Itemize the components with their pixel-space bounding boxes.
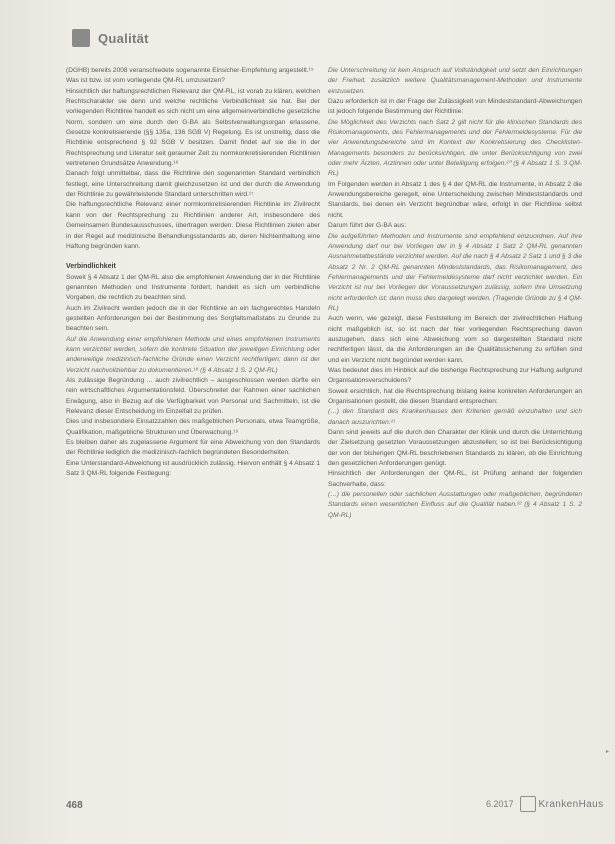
text-paragraph: Die Möglichkeit des Verzichts nach Satz 2 gilt nicht für die klinischen Standards des Risikomanagements, des Fehlermanagements und der Fehlermeldesysteme. Für die vier Anwendungsbereiche sind im Kontext der Konkretisierung des Checklisten-Managements besonders zu berücksichtigen, die unter Berücksichtigung von zwei oder mehr Ärzten, Arztinnen oder unter Beteiligung erfolgen.²⁰ (§ 4 Absatz 1 S. 3 QM-RL) (328, 118, 582, 178)
text-paragraph: Die aufgeführten Methoden und Instrumente sind empfehlend einzuordnen. Auf ihre Anwendung darf nur bei Vorliegen der in § 4 Absatz 1 Satz 2 QM-RL genannten Ausnahmetatbestände verzichtet werden. Auf die nach § 4 Absatz 2 Satz 1 und § 3 die Absatz 2 Nr. 2 QM-RL genannten Mindeststandards, das Risikomanagement, des Fehlermanagements und der Fehlermeldesysteme darf nicht verzichtet werden. Ein Verzicht ist nur bei Vorliegen der Voraussetzungen zulässig, sofern ihre Umsetzung nicht erforderlich ist; dann muss dies dargelegt werden. (Tragende Gründe zu § 4 QM-RL) (328, 232, 582, 312)
text-paragraph: Was ist bzw. ist vom vorliegende QM-RL umzusetzen? (66, 77, 225, 85)
text-paragraph: (…) den Standard des Krankenhauses den Kriterien gemäß einzuhalten und sich danach auszurichten.²¹ (328, 408, 582, 426)
text-paragraph: Dann sind jeweils auf die durch den Charakter der Klinik und durch die Unterrichtung der Zielsetzung gesetzten Voraussetzungen abzustellen; so ist bei Berücksichtigung der von der bisherigen QM-RL beschriebenen Standards zu klären, ob die Einrichtung den gesetzlichen Anforderungen genügt. (328, 429, 582, 468)
text-paragraph: Auch wenn, wie gezeigt, diese Feststellung im Bereich der zivilrechtlichen Haftung nicht maßgeblich ist, so ist nach der hier vorliegenden Rechtsprechung davon auszugehen, dass sich eine Abweichung vom so dargestellten Standard nicht rechtfertigen lässt, da die Anforderungen an die Qualitätssicherung zu erfüllen sind und ein Verzicht nicht begründet werden kann. (328, 315, 582, 364)
right-text-column (328, 66, 582, 521)
text-paragraph: Es bleiben daher als zugelassene Argument für eine Abweichung von den Standards der Richtlinie lediglich die medizinisch-fachlich begründeten Besonderheiten. (66, 439, 320, 457)
text-paragraph: (DGHB) bereits 2008 veranschiedete sogenannte Einsicher-Empfehlung angestellt.¹⁵ (66, 67, 314, 74)
margin-arrow-icon: ▸ (606, 749, 610, 755)
section-title: Qualität (98, 30, 149, 46)
text-paragraph: Auch im Zivilrecht werden jedoch die in der Richtlinie an ein fachgerechtes Handeln gestellten Anforderungen bei der Bestimmung des Sorgfaltsmaßstabs zu Grunde zu beachten sein. (66, 304, 320, 333)
journal-brand: KrankenHaus (538, 798, 604, 810)
text-paragraph: Hinsichtlich der haftungsrechtlichen Relevanz der QM-RL, ist vorab zu klären, welchen Rechtscharakter sie denn und welche rechtliche Verbindlichkeit sie hat. Bei der vorliegenden Richtlinie handelt es sich nicht um eine allgemeinverbindliche gesetzliche Norm, sondern um eine durch den G-BA als Selbstverwaltungsorgan erlassene, Gesetze konkretisierende (§§ 135a, 136 SGB V) Regelung. Es ist unstreitig, dass die Richtlinie entsprechend § 92 SGB V besitzen. Damit findet auf sie die in der Rechtsprechung und Literatur seit geraumer Zeit zu normkonkretisierenden Richtlinien vertretenen Grundsätze Anwendung.¹⁶ (66, 87, 320, 168)
text-paragraph: Die haftungsrechtliche Relevanz einer normkonkretisierenden Richtlinie im Zivilrecht kann von der Rechtsprechung zu Richtlinien anderer Art, insbesondere des Gemeinsamen Bundesausschusses, übertragen werden. Diese Richtlinien zielen aber in der Regel auf medizinische Behandlungsstandards ab, deren Nichteinhaltung eine Haftung begründen kann. (66, 201, 320, 250)
left-text-column (66, 66, 320, 479)
section-heading: Verbindlichkeit (66, 263, 116, 271)
page-number: 468 (66, 800, 83, 811)
text-paragraph: Was bedeutet dies im Hinblick auf die bisherige Rechtsprechung zur Haftung aufgrund Organisationsverschuldens? (328, 366, 582, 385)
text-paragraph: Soweit ersichtlich, hat die Rechtsprechung bislang keine konkreten Anforderungen an Organisationen gestellt, die diesen Standard entsprechen: (328, 387, 582, 405)
journal-footer (486, 796, 604, 812)
text-paragraph: Als zulässige Begründung ... auch zivilrechtlich – ausgeschlossen werden dürfte ein rein wirtschaftliches Argumentationsfeld. Überschreitet der Rahmen einer sachlichen Erwägung, also in Bezug auf die Verfügbarkeit von Personal und Sachmitteln, ist die Relevanz dieser Entscheidung im Einzelfall zu prüfen. (66, 376, 320, 415)
text-paragraph: Hinsichtlich der Anforderungen der QM-RL, ist Prüfung anhand der folgenden Sachverhalte, dass: (328, 470, 582, 488)
section-marker-icon (72, 29, 90, 47)
text-paragraph: Dazu erforderlich ist in der Frage der Zulässigkeit von Mindeststandard-Abweichungen ist jedoch folgende Bestimmung der Richtlinie: (328, 98, 582, 116)
text-paragraph: Dies und insbesondere Einsatzzahlen des maßgeblichen Personals, etwa Teamgröße, Qualifikation, maßgebliche Strukturen und Überwachung.¹⁹ (66, 418, 320, 436)
journal-logo-icon (520, 796, 536, 812)
text-paragraph: Eine Unterstandard-Abweichung ist ausdrücklich zulässig. Hiervon enthält § 4 Absatz 1 Satz 3 QM-RL folgende Festlegung: (66, 459, 320, 478)
text-paragraph: (…) die personellen oder sachlichen Ausstattungen oder maßgeblichen, begründeten Standards einen wesentlichen Einfluss auf die Qualität haben.²² (§ 4 Absatz 1 S. 2 QM-RL) (328, 491, 582, 519)
text-paragraph: Darum führt der G-BA aus: (328, 222, 407, 230)
text-paragraph: Auf die Anwendung einer empfohlenen Methode und eines empfohlenen Instruments kann verzichtet werden, sofern die konkrete Situation der jeweiligen Einrichtung oder anderweitige medizinisch-fachliche Gründe einen Verzicht rechtfertigen; dann ist der Verzicht nachvollziehbar zu dokumentieren.¹⁸ (§ 4 Absatz 1 S. 2 QM-RL) (66, 335, 320, 374)
text-paragraph: Im Folgenden werden in Absatz 1 des § 4 der QM-RL die Instrumente, in Absatz 2 die Anwendungsbereiche geregelt, eine Unterscheidung zwischen Mindeststandards und Standards, bei denen ein Verzicht begründbar wäre, erfolgt in der Richtlinie selbst nicht. (328, 180, 582, 219)
text-paragraph: Danach folgt unmittelbar, dass die Richtlinie den sogenannten Standard verbindlich festlegt, eine Unterschreitung damit gleichzusetzen ist und der durch die Anwendung der Richtlinie zu gewährleistende Standard unterschritten wird.¹⁷ (66, 170, 320, 199)
section-header (72, 26, 149, 50)
text-paragraph: Soweit § 4 Absatz 1 der QM-RL also die empfohlenen Anwendung der in der Richtlinie genannten Methoden und Instrumente fordert, handelt es sich um verbindliche Vorgaben, die rechtlich zu beachten sind. (66, 273, 320, 302)
issue-label: 6.2017 (486, 799, 514, 809)
text-paragraph: Die Unterschreitung ist kein Anspruch auf Vollständigkeit und setzt den Einrichtungen der Freiheit, zusätzlich weitere Qualitätsmanagement-Methoden und Instrumente einzusetzen. (328, 67, 582, 95)
